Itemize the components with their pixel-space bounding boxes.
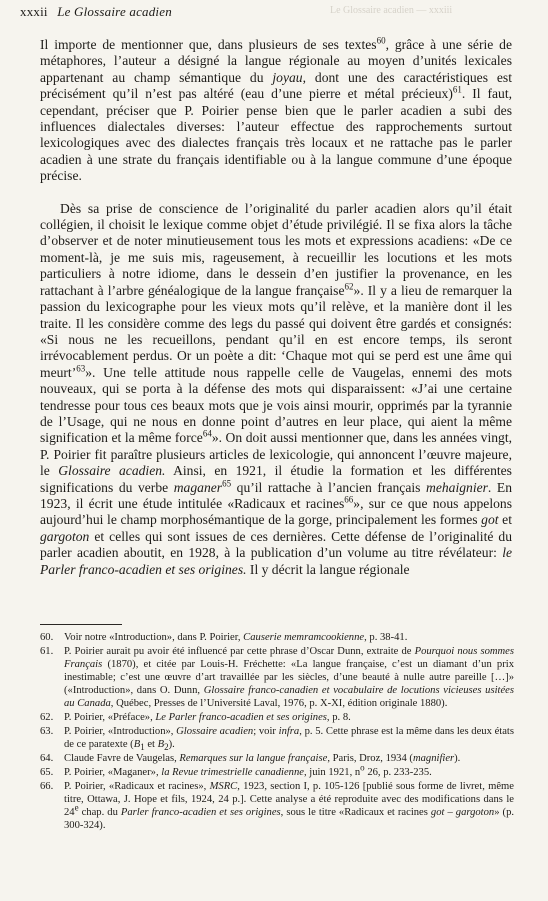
italic-term: mehaignier bbox=[426, 479, 488, 495]
paragraph-2 bbox=[40, 201, 512, 578]
text-run: », sur ce que nous appelons aujourd’hui le champ morphosémantique de la gorge, principalement les formes bbox=[40, 495, 512, 528]
footnote-number: 65. bbox=[40, 767, 54, 778]
footnote-number: 63. bbox=[40, 726, 54, 737]
footnote-rule bbox=[40, 624, 122, 625]
footnote-66 bbox=[40, 780, 514, 832]
footnote-text: Claude Favre de Vaugelas, Remarques sur la langue française, Paris, Droz, 1934 (magnifier). bbox=[64, 753, 461, 764]
footnote-ref-61: 61 bbox=[452, 84, 462, 95]
text-run: Il y décrit la langue régionale bbox=[246, 561, 410, 577]
footnote-ref-63: 63 bbox=[76, 363, 86, 374]
text-run: , grâce à une série de métaphores, l’auteur a désigné la langue régionale au moyen d’unités lexicales appartenant au champ sémantique du bbox=[40, 37, 513, 85]
text-run: qu’il rattache à l’ancien français bbox=[231, 479, 426, 495]
italic-term: joyau bbox=[272, 69, 303, 85]
italic-title: le Parler franco-acadien et ses origines. bbox=[40, 545, 512, 577]
text-run: . Il faut, cependant, préciser que P. Poirier pense bien que le parler acadien a subi des influences dialectales diverses: l’auteur effectue des rapprochements surtout lexicologiques avec des dialectes français très locaux et ne rattache pas le parler acadien à une strate du français identifiable ou à la langue commune d’une époque précise. bbox=[40, 86, 512, 184]
text-run: ». On doit aussi mentionner que, dans les années vingt, P. Poirier fit paraître plusieurs articles de lexicologie, qui annoncent l’œuvre majeure, le bbox=[40, 430, 512, 479]
footnote-text: Voir notre «Introduction», dans P. Poirier, Causerie memramcookienne, p. 38-41. bbox=[64, 632, 408, 643]
footnote-63 bbox=[40, 725, 514, 751]
footnote-61 bbox=[40, 645, 514, 710]
text-run: et bbox=[498, 512, 512, 528]
text-run: ». Une telle attitude nous rappelle celle de Vaugelas, ennemi des mots nouveaux, qui se porta à la défense des mots qui disparaissent: «J’ai une certaine tendresse pour tous ces beaux mots que je vois ainsi mourir, opprimés par la tyrannie de l’Usage, qui ne nous en donne point d’autres en leur place, qui aient la même signification et la même force bbox=[40, 364, 512, 446]
text-run: Il importe de mentionner que, dans plusieurs de ses textes bbox=[40, 37, 377, 52]
running-head bbox=[20, 4, 172, 20]
paragraph-1 bbox=[40, 37, 512, 185]
text-run: Dès sa prise de conscience de l’originalité du parler acadien alors qu’il était collégien, il choisit le lexique comme objet d’étude privilégié. Il se fixa alors la tâche d’observer et de noter minutieusement tous les mots et expressions acadiens: «De ce moment-là, je me suis mis, rageusement, à recueillir les locutions et les mots particuliers à notre idiome, dans le dessein d’en justifier la provenance, en les rattachant à l’arbre généalogique de la langue française bbox=[40, 200, 512, 298]
footnote-ref-64: 64 bbox=[202, 428, 212, 439]
footnote-number: 64. bbox=[40, 753, 54, 764]
text-run: . En 1923, il écrit une étude intitulée «Radicaux et racines bbox=[40, 479, 512, 511]
footnote-60 bbox=[40, 631, 514, 644]
footnote-number: 66. bbox=[40, 781, 54, 792]
footnote-65 bbox=[40, 762, 514, 779]
footnote-text: P. Poirier, «Préface», Le Parler franco-acadien et ses origines, p. 8. bbox=[64, 712, 351, 723]
italic-term: gargoton bbox=[40, 528, 90, 544]
footnote-text: P. Poirier aurait pu avoir été influencé par cette phrase d’Oscar Dunn, extraite de Pourquoi nous sommes Français (1870), et citée par Louis-H. Fréchette: «La langue française, c’est un diamant d’un prix inestimable; c’est une œuvre d’art travaillée par les siècles, d’une beauté à nulle autre pareille […]» («Introduction», dans O. Dunn, Glossaire franco-canadien et vocabulaire de locutions vicieuses usitées au Canada, Québec, Presses de l’Université Laval, 1976, p. X-XI, édition originale 1880). bbox=[64, 646, 515, 709]
text-run: ». Il y a lieu de remarquer la passion du lexicographe pour les vieux mots qu’il relève, et la manière dont il les traite. Il les considère comme des legs du passé qui doivent être gardés et consignés: «Si nous ne les recueillons, pendant qu’il en est encore temps, ils seront irrévocablement perdus. Or un poète a dit: ‘Chaque mot qui se perd est une âme qui meurt’ bbox=[40, 282, 512, 380]
main-text bbox=[40, 37, 512, 594]
bleed-through-text: Le Glossaire acadien — xxxiii bbox=[330, 5, 453, 16]
footnote-number: 62. bbox=[40, 712, 54, 723]
footnote-ref-65: 65 bbox=[222, 478, 232, 489]
italic-term: got bbox=[481, 512, 499, 528]
running-title: Le Glossaire acadien bbox=[57, 4, 172, 19]
footnote-text: P. Poirier, «Introduction», Glossaire acadien; voir infra, p. 5. Cette phrase est la même dans les deux états de ce paratexte ($B_1$ et $B_2$). bbox=[64, 726, 514, 753]
footnote-text: P. Poirier, «Maganer», la Revue trimestrielle canadienne, juin 1921, $n^o$ 26, p. 233-235. bbox=[64, 762, 432, 778]
footnote-ref-62: 62 bbox=[344, 281, 354, 292]
footnote-62 bbox=[40, 711, 514, 724]
page-number: xxxii bbox=[20, 4, 48, 19]
footnotes bbox=[40, 631, 514, 833]
italic-term: maganer bbox=[173, 479, 223, 495]
footnote-number: 60. bbox=[40, 632, 54, 643]
text-run: Ainsi, en 1921, il étudie la formation et les différentes significations du verbe bbox=[40, 463, 512, 495]
footnote-text: P. Poirier, «Radicaux et racines», MSRC, 1923, section I, p. 105-126 [publié sous forme de livret, même titre, Ottawa, J. Hope et fils, 1924, 24 p.]. Cette analyse a été reproduite avec des modifications dans le 24e chap. du Parler franco-acadien et ses origines, sous le titre «Radicaux et racines got – gargoton» (p. 300-324). bbox=[64, 781, 515, 831]
footnote-64 bbox=[40, 752, 514, 765]
footnote-ref-60: 60 bbox=[376, 35, 386, 46]
text-run: et celles qui sont issues de ces dernières. Cette défense de l’originalité du parler acadien aboutit, en 1928, à la publication d’un volume au titre révélateur: bbox=[40, 528, 512, 561]
text-run: , dont une des caractéristiques est précisément qu’il n’est pas altéré (eau d’une pierre et métal précieux) bbox=[40, 69, 512, 102]
footnote-ref-66: 66 bbox=[344, 494, 354, 505]
footnote-number: 61. bbox=[40, 646, 54, 657]
italic-title: Glossaire acadien. bbox=[58, 463, 166, 479]
